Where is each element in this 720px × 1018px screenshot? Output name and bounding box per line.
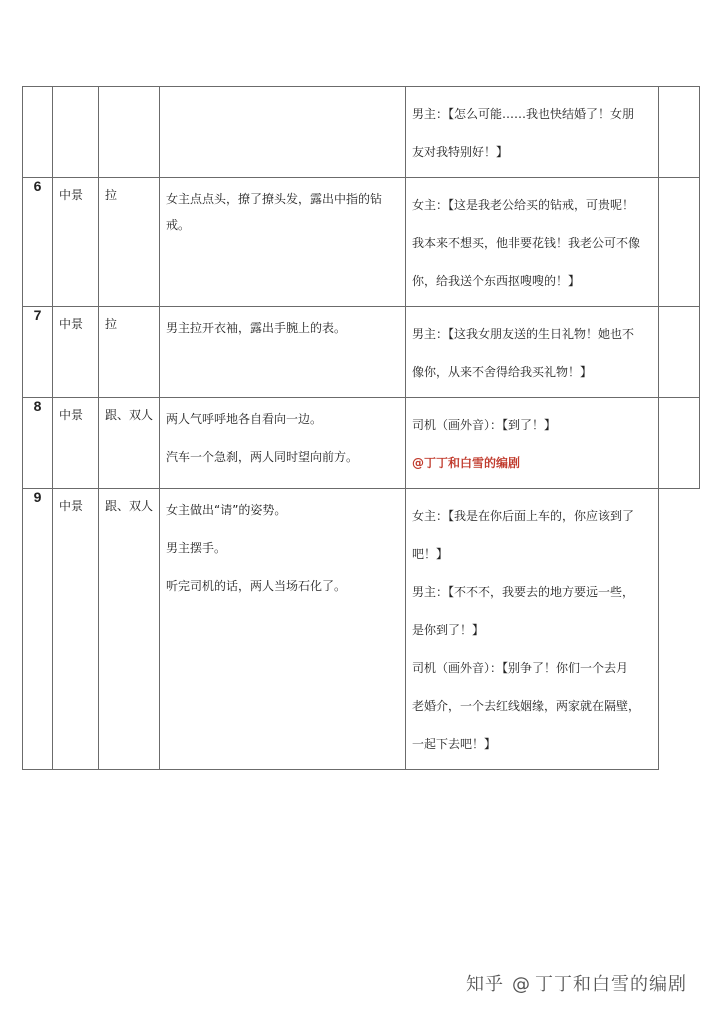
shot-size [53,87,98,101]
platform-name: 知乎 [466,974,504,995]
dialogue-cell [406,307,659,398]
camera-movement: 拉 [105,188,118,202]
shot-number: 7 [33,307,42,323]
action-cell [160,489,406,770]
action-line: 男主摆手。 [166,541,227,555]
author-name: 丁丁和白雪的编剧 [535,974,687,995]
camera-movement-cell [99,489,160,770]
dialogue-line: 女主：【我是在你后面上车的，你应该到了 [412,509,635,523]
watermark-footer [466,970,687,996]
shot-number-cell [23,178,53,307]
dialogue-line: 像你，从来不舍得给我买礼物！】 [412,365,593,379]
notes-cell [659,87,700,178]
action-cell [160,398,406,489]
dialogue-cell [406,178,659,307]
camera-movement-cell [99,178,160,307]
dialogue-line: 男主：【怎么可能……我也快结婚了！女朋 [412,107,635,121]
dialogue-line: 一起下去吧！】 [412,737,497,751]
author-credit: @丁丁和白雪的编剧 [412,456,521,470]
dialogue-line: 我本来不想买，他非要花钱！我老公可不像 [412,236,641,250]
shot-number-cell [23,87,53,178]
dialogue-line: 是你到了！】 [412,623,485,637]
action-line: 听完司机的话，两人当场石化了。 [166,579,347,593]
table-row [23,178,700,307]
shot-number-cell [23,307,53,398]
shot-number: 9 [33,489,42,505]
shot-size-cell [53,398,99,489]
action-cell [160,307,406,398]
shot-number: 6 [33,178,42,194]
action-line: 女主做出“请”的姿势。 [166,503,287,517]
camera-movement: 拉 [105,317,118,331]
shot-size: 中景 [59,317,84,331]
at-sign: @ [512,974,531,995]
dialogue-line: 男主：【不不不，我要去的地方要远一些， [412,585,635,599]
dialogue-line: 司机（画外音）：【到了！】 [412,418,557,432]
camera-movement: 跟、双人 [105,499,154,513]
dialogue-line: 友对我特别好！】 [412,145,509,159]
dialogue-line: 男主：【这我女朋友送的生日礼物！她也不 [412,327,635,341]
shot-size-cell [53,489,99,770]
notes-cell [659,398,700,489]
shot-size-cell [53,87,99,178]
action-line: 女主点点头，撩了撩头发，露出中指的钻戒。 [166,192,383,232]
notes-cell [659,178,700,307]
shot-size-cell [53,307,99,398]
action-cell [160,87,406,178]
camera-movement-cell [99,398,160,489]
shot-number: 8 [33,398,42,414]
shot-size: 中景 [59,188,84,202]
dialogue-line: 女主：【这是我老公给买的钻戒，可贵呢！ [412,198,635,212]
dialogue-line: 你，给我送个东西抠嗖嗖的！】 [412,274,581,288]
storyboard-table [22,86,700,770]
action-line: 汽车一个急刹，两人同时望向前方。 [166,450,359,464]
shot-number-cell [23,489,53,770]
action-line: 两人气呼呼地各自看向一边。 [166,412,323,426]
table-row [23,307,700,398]
camera-movement [99,87,159,101]
shot-size: 中景 [59,408,84,422]
action-line: 男主拉开衣袖，露出手腕上的表。 [166,321,347,335]
table-row [23,489,700,770]
camera-movement-cell [99,87,160,178]
table-row [23,87,700,178]
dialogue-line: 老婚介，一个去红线姻缘，两家就在隔壁， [412,699,641,713]
notes-cell [659,307,700,398]
table-row [23,398,700,489]
dialogue-cell [406,489,659,770]
shot-size-cell [53,178,99,307]
dialogue-cell [406,87,659,178]
shot-size: 中景 [59,499,84,513]
action-cell [160,178,406,307]
dialogue-line: 吧！】 [412,547,449,561]
camera-movement: 跟、双人 [105,408,154,422]
camera-movement-cell [99,307,160,398]
dialogue-line: 司机（画外音）：【别争了！你们一个去月 [412,661,629,675]
notes-cell [659,489,700,770]
shot-number-cell [23,398,53,489]
dialogue-cell [406,398,659,489]
